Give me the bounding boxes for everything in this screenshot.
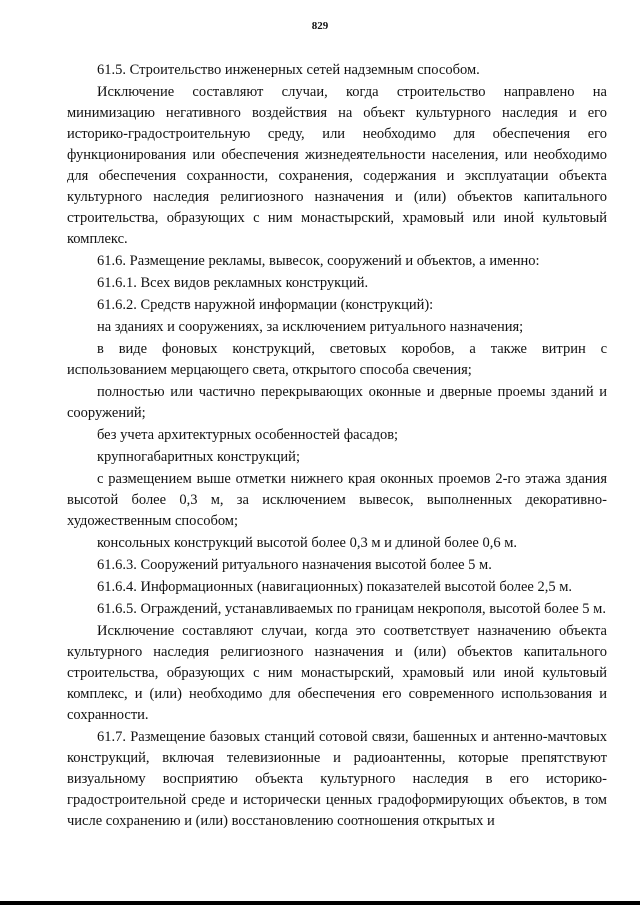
list-item-large-constructions: крупногабаритных конструкций; [97,449,300,465]
list-item-background-constructions: в виде фоновых конструкций, световых коробов, а также витрин с использованием мерцающего света, открытого способа свечения; [67,341,607,378]
list-item-architectural-features: без учета архитектурных особенностей фасадов; [97,427,399,443]
paragraph-61-6: 61.6. Размещение рекламы, вывесок, сооружений и объектов, а именно: [97,253,540,269]
paragraph-exception-2: Исключение составляют случаи, когда это соответствует назначению объекта культурного наследия религиозного назначения и (или) объектов капитального строительства, образующих с ним монастырский, храмовый или иной культовый комплекс, и (или) необходимо для обеспечения его современного использования и сохранности. [67,623,607,723]
page-bottom-border [0,901,640,905]
list-item-buildings: на зданиях и сооружениях, за исключением ритуального назначения; [97,319,524,335]
paragraph-61-6-2: 61.6.2. Средств наружной информации (конструкций): [97,297,434,313]
paragraph-61-6-4: 61.6.4. Информационных (навигационных) показателей высотой более 2,5 м. [97,579,573,595]
page-number: 829 [311,20,329,32]
list-item-above-window-level: с размещением выше отметки нижнего края оконных проемов 2-го этажа здания высотой более 0,3 м, за исключением вывесок, выполненных декоративно-художественным способом; [67,471,607,529]
paragraph-61-6-5: 61.6.5. Ограждений, устанавливаемых по границам некрополя, высотой более 5 м. [97,601,606,617]
paragraph-61-7: 61.7. Размещение базовых станций сотовой связи, башенных и антенно-мачтовых конструкций, включая телевизионные и радиоантенны, которые препятствуют визуальному восприятию объекта культурного наследия в его историко-градостроительной среде и исторически ценных градоформирующих объектов, в том числе сохранению и (или) восстановлению соотношения открытых и [67,729,607,829]
paragraph-exception-1: Исключение составляют случаи, когда строительство направлено на минимизацию негативного воздействия на объект культурного наследия и его историко-градостроительную среду, или необходимо для обеспечения его функционирования или обеспечения жизнедеятельности населения, или необходимо для обеспечения сохранности, сохранения, содержания и эксплуатации объекта культурного наследия религиозного назначения и (или) объектов капитального строительства, образующих с ним монастырский, храмовый или иной культовый комплекс. [67,84,607,247]
list-item-console-constructions: консольных конструкций высотой более 0,3 м и длиной более 0,6 м. [97,535,518,551]
list-item-window-overlap: полностью или частично перекрывающих оконные и дверные проемы зданий и сооружений; [67,384,607,421]
document-body [67,60,607,832]
paragraph-61-5: 61.5. Строительство инженерных сетей надземным способом. [97,62,480,78]
paragraph-61-6-1: 61.6.1. Всех видов рекламных конструкций. [97,275,369,291]
paragraph-61-6-3: 61.6.3. Сооружений ритуального назначения высотой более 5 м. [97,557,492,573]
